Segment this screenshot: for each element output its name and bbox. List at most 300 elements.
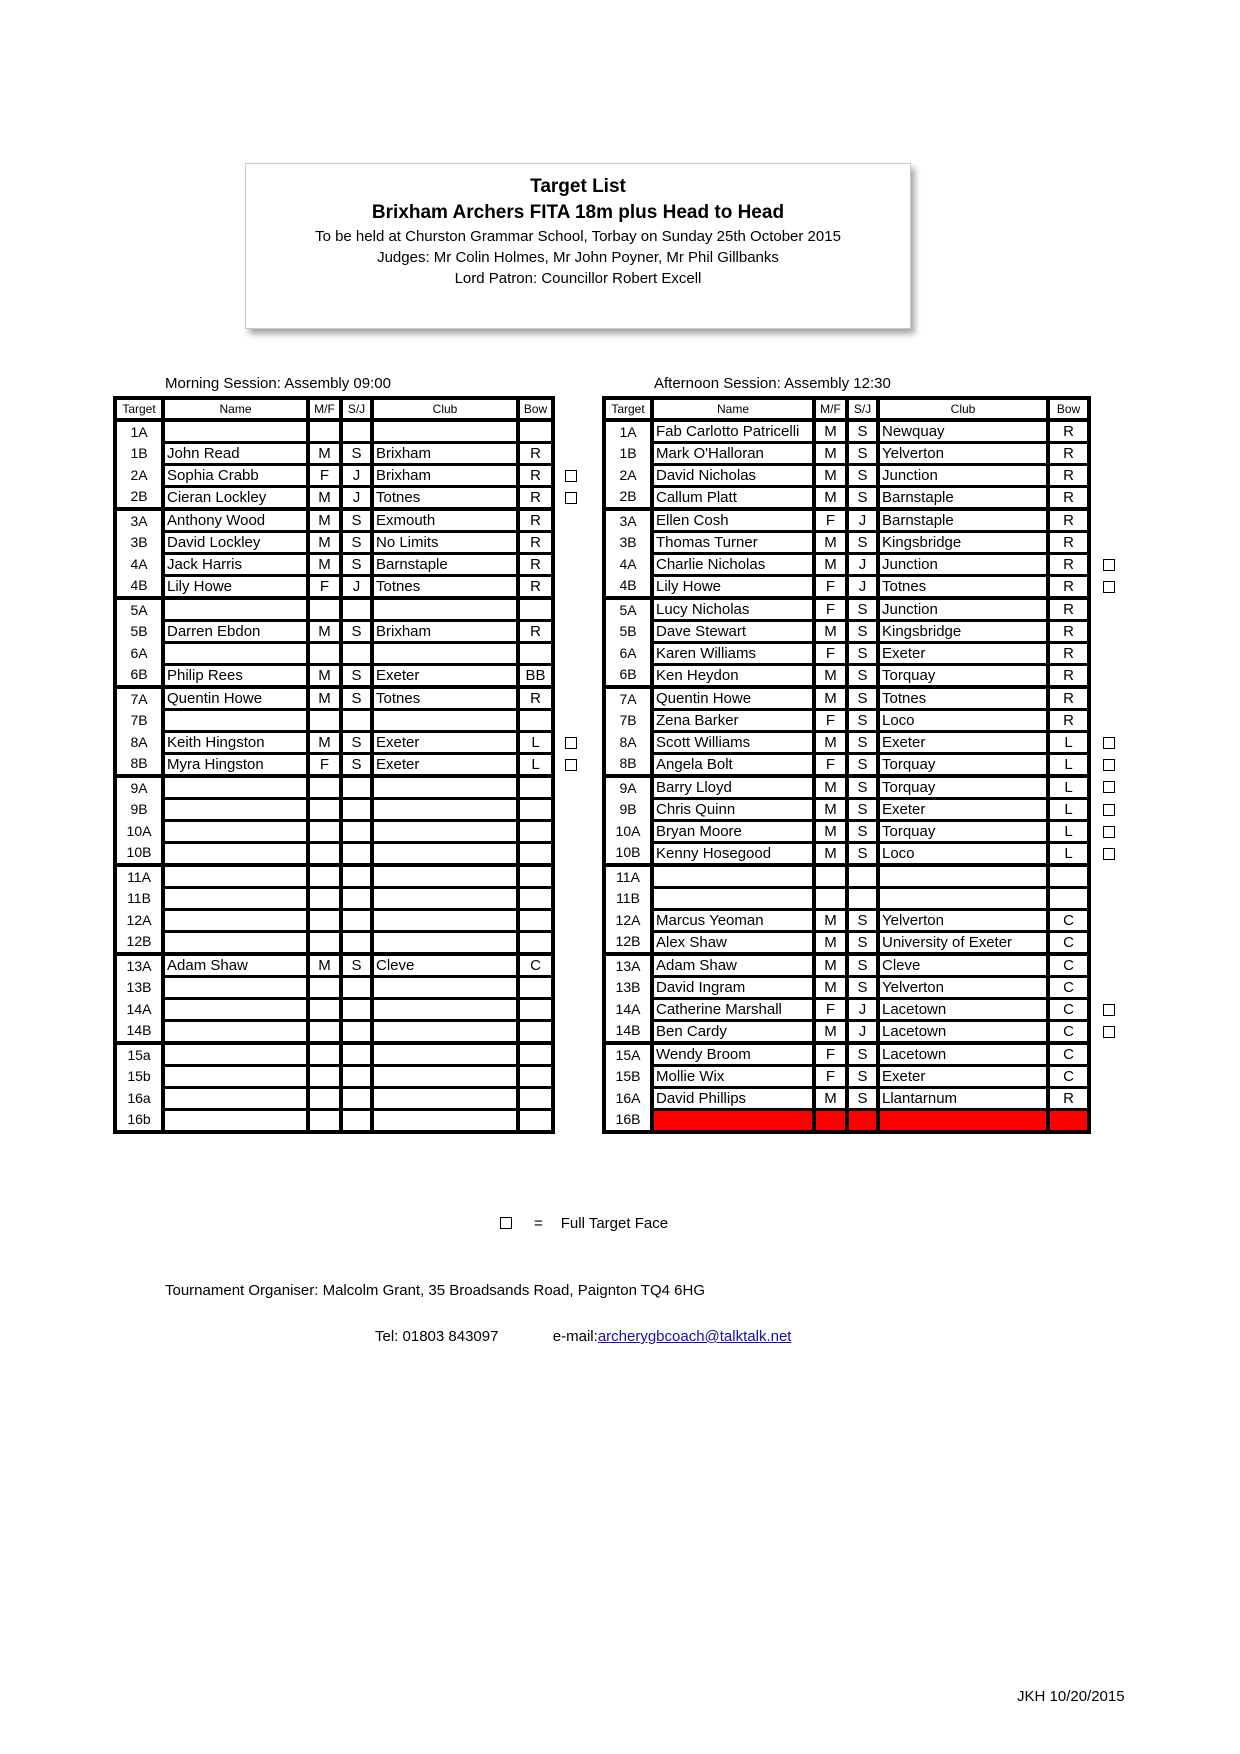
target-cell: 2B [130,488,148,505]
name-cell: Barry Lloyd [652,776,814,799]
gender-cell: F [814,509,847,532]
name-cell: Marcus Yeoman [652,910,814,932]
club-cell [372,910,518,932]
bow-cell [1048,1110,1089,1133]
target-cell: 11A [115,865,163,888]
age-category-cell: S [847,532,878,554]
gender-cell: M [814,843,847,866]
afternoon-target-table [602,396,1091,1134]
column-header: S/J [847,398,878,420]
full-face-icon [565,759,577,771]
age-category-cell: S [847,687,878,710]
contact-line [375,1328,791,1345]
target-cell: 11B [127,890,151,906]
age-category-cell: S [847,732,878,754]
column-header: Target [604,398,652,420]
table-row [115,776,553,799]
table-row [604,910,1089,932]
club-cell [372,1088,518,1110]
club-cell: Exeter [372,732,518,754]
name-cell [163,865,308,888]
target-cell: 10A [126,823,152,839]
table-row [115,576,553,599]
name-cell: Karen Williams [652,643,814,665]
club-cell: Torquay [878,754,1048,777]
bow-cell [518,1088,553,1110]
table-row [115,487,553,510]
club-cell: Lacetown [878,999,1048,1021]
bow-cell: L [1048,732,1089,754]
legend-equals: = [534,1215,543,1232]
bow-cell: L [1048,843,1089,866]
table-row [604,443,1089,465]
target-cell: 3B [619,534,637,550]
name-cell [163,1043,308,1066]
name-cell [163,932,308,955]
table-row [115,509,553,532]
bow-cell: R [1048,643,1089,665]
bow-cell: R [1048,665,1089,688]
gender-cell: M [308,687,341,710]
age-category-cell: J [847,554,878,576]
name-cell: Anthony Wood [163,509,308,532]
table-header-row [115,398,553,420]
target-cell: 9A [115,776,163,799]
target-cell: 11A [604,865,652,888]
club-cell [372,1043,518,1066]
table-row [115,1021,553,1044]
gender-cell: F [308,576,341,599]
club-cell: No Limits [372,532,518,554]
table-row [115,643,553,665]
bow-cell: C [1048,1043,1089,1066]
bow-cell [518,1110,553,1133]
name-cell: Thomas Turner [652,532,814,554]
age-category-cell: S [847,799,878,821]
name-cell: David Lockley [163,532,308,554]
gender-cell: M [308,554,341,576]
gender-cell: M [814,821,847,843]
age-category-cell [341,799,372,821]
table-row [604,932,1089,955]
gender-cell [308,843,341,866]
target-cell: 16B [615,1111,641,1128]
gender-cell [308,910,341,932]
target-cell: 4B [130,577,148,594]
table-row [604,465,1089,487]
table-row [115,910,553,932]
target-cell: 9B [130,801,148,817]
age-category-cell: S [847,754,878,777]
gender-cell [814,865,847,888]
target-cell: 2B [619,488,637,505]
bow-cell [518,932,553,955]
club-cell [372,799,518,821]
target-cell: 5A [604,598,652,621]
full-face-icon [1103,1004,1115,1016]
email-label: e-mail: [552,1328,598,1345]
patron-line: Lord Patron: Councillor Robert Excell [454,270,702,287]
age-category-cell [341,843,372,866]
age-category-cell: S [847,420,878,443]
gender-cell: F [814,710,847,732]
age-category-cell: S [847,910,878,932]
bow-cell [518,1021,553,1044]
gender-cell: F [814,598,847,621]
club-cell [372,888,518,910]
bow-cell [518,776,553,799]
target-cell: 14B [615,1022,641,1039]
table-row [115,799,553,821]
target-cell: 8A [130,734,148,750]
age-category-cell: S [847,621,878,643]
column-header: Club [878,398,1048,420]
target-cell: 16A [615,1090,641,1106]
gender-cell: M [814,687,847,710]
target-cell: 1A [619,423,637,440]
age-category-cell [341,999,372,1021]
target-cell: 15B [615,1068,641,1084]
club-cell: Brixham [372,465,518,487]
club-cell: Totnes [878,576,1048,599]
name-cell [652,865,814,888]
table-row [115,598,553,621]
club-cell: Cleve [372,954,518,977]
bow-cell: R [1048,465,1089,487]
footer-reference: JKH 10/20/2015 [1017,1688,1125,1705]
name-cell [163,910,308,932]
name-cell: Lily Howe [652,576,814,599]
bow-cell: R [1048,1088,1089,1110]
gender-cell: M [308,732,341,754]
bow-cell: R [518,509,553,532]
bow-cell: R [1048,598,1089,621]
table-row [115,1043,553,1066]
name-cell: Ben Cardy [652,1021,814,1044]
age-category-cell: J [341,487,372,510]
gender-cell: M [814,532,847,554]
bow-cell [518,910,553,932]
full-face-icon [565,492,577,504]
gender-cell: F [308,465,341,487]
target-cell: 10A [615,823,641,839]
club-cell: Yelverton [878,977,1048,999]
gender-cell: M [814,977,847,999]
bow-cell [1048,865,1089,888]
bow-cell: C [1048,932,1089,955]
gender-cell [308,1110,341,1133]
table-row [115,710,553,732]
club-cell [372,598,518,621]
bow-cell: R [1048,443,1089,465]
name-cell: Mark O'Halloran [652,443,814,465]
table-row [604,888,1089,910]
name-cell: Angela Bolt [652,754,814,777]
name-cell: Charlie Nicholas [652,554,814,576]
age-category-cell: S [847,643,878,665]
table-row [115,843,553,866]
name-cell: Ellen Cosh [652,509,814,532]
age-category-cell: S [341,754,372,777]
name-cell: Jack Harris [163,554,308,576]
full-face-box-icon [500,1217,512,1229]
club-cell: Exeter [878,732,1048,754]
name-cell: Scott Williams [652,732,814,754]
gender-cell [308,1043,341,1066]
bow-cell: BB [518,665,553,688]
full-face-icon [565,737,577,749]
bow-cell [518,999,553,1021]
club-cell [878,865,1048,888]
club-cell: Lacetown [878,1043,1048,1066]
bow-cell [518,799,553,821]
name-cell: Cieran Lockley [163,487,308,510]
bow-cell: R [1048,487,1089,510]
club-cell: Llantarnum [878,1088,1048,1110]
club-cell [372,999,518,1021]
age-category-cell: S [847,1066,878,1088]
target-cell: 16a [127,1090,151,1106]
table-row [604,754,1089,777]
gender-cell: F [814,1066,847,1088]
table-row [115,977,553,999]
age-category-cell [341,420,372,443]
name-cell [163,888,308,910]
organiser-line: Tournament Organiser: Malcolm Grant, 35 Broadsands Road, Paignton TQ4 6HG [165,1282,705,1299]
target-cell: 5B [619,623,637,639]
gender-cell: M [814,1021,847,1044]
name-cell: Quentin Howe [652,687,814,710]
name-cell: Darren Ebdon [163,621,308,643]
bow-cell: R [518,576,553,599]
target-cell: 13B [126,979,152,995]
bow-cell: R [518,687,553,710]
gender-cell: F [814,576,847,599]
column-header: Target [115,398,163,420]
bow-cell: L [1048,754,1089,777]
age-category-cell [341,1088,372,1110]
bow-cell [518,888,553,910]
club-cell [372,1021,518,1044]
bow-cell [518,1043,553,1066]
bow-cell [518,821,553,843]
name-cell [163,1110,308,1133]
age-category-cell: S [847,465,878,487]
gender-cell [308,888,341,910]
target-cell: 6A [130,645,148,661]
gender-cell [308,821,341,843]
bow-cell: C [518,954,553,977]
gender-cell: M [814,776,847,799]
bow-cell: R [1048,532,1089,554]
page-title: Target List [530,176,626,197]
club-cell: Junction [878,465,1048,487]
gender-cell: M [814,420,847,443]
table-row [604,776,1089,799]
bow-cell: R [1048,621,1089,643]
table-row [604,1043,1089,1066]
age-category-cell: S [847,665,878,688]
table-row [604,532,1089,554]
age-category-cell [341,932,372,955]
gender-cell: F [814,1043,847,1066]
bow-cell: R [1048,687,1089,710]
gender-cell [308,776,341,799]
club-cell: Totnes [372,687,518,710]
target-cell: 13B [615,979,641,995]
gender-cell: M [814,621,847,643]
club-cell: Exeter [878,643,1048,665]
age-category-cell [341,643,372,665]
age-category-cell [341,1043,372,1066]
name-cell [163,977,308,999]
name-cell [163,1021,308,1044]
full-face-icon [1103,759,1115,771]
name-cell [652,888,814,910]
name-cell: Alex Shaw [652,932,814,955]
target-cell: 14B [126,1022,152,1039]
table-row [604,643,1089,665]
table-row [604,999,1089,1021]
age-category-cell [341,888,372,910]
age-category-cell: S [341,621,372,643]
club-cell [878,1110,1048,1133]
club-cell: Junction [878,554,1048,576]
bow-cell: L [1048,799,1089,821]
target-cell: 12A [126,912,152,928]
gender-cell [308,1066,341,1088]
table-row [604,1110,1089,1133]
name-cell: Wendy Broom [652,1043,814,1066]
age-category-cell: S [847,776,878,799]
age-category-cell [341,710,372,732]
table-row [604,1021,1089,1044]
gender-cell: M [814,465,847,487]
bow-cell [518,643,553,665]
name-cell: David Nicholas [652,465,814,487]
full-face-icon [1103,781,1115,793]
full-face-icon [565,470,577,482]
table-row [604,977,1089,999]
name-cell: Quentin Howe [163,687,308,710]
name-cell: Myra Hingston [163,754,308,777]
club-cell: Kingsbridge [878,621,1048,643]
name-cell [163,1088,308,1110]
gender-cell [308,865,341,888]
table-row [604,420,1089,443]
name-cell: Zena Barker [652,710,814,732]
header-box [245,163,911,329]
name-cell [163,821,308,843]
bow-cell: R [518,621,553,643]
name-cell [163,420,308,443]
bow-cell: R [518,465,553,487]
gender-cell [308,643,341,665]
club-cell: Brixham [372,443,518,465]
age-category-cell: S [847,710,878,732]
target-cell: 2A [619,467,637,483]
age-category-cell [341,910,372,932]
age-category-cell: J [847,576,878,599]
club-cell [372,1110,518,1133]
afternoon-session-label: Afternoon Session: Assembly 12:30 [654,375,891,392]
club-cell [372,643,518,665]
name-cell: Callum Platt [652,487,814,510]
table-row [604,1066,1089,1088]
bow-cell: R [518,532,553,554]
gender-cell [308,598,341,621]
table-row [604,954,1089,977]
table-row [604,732,1089,754]
bow-cell: R [1048,576,1089,599]
table-row [115,554,553,576]
telephone: Tel: 01803 843097 [375,1328,499,1345]
target-cell: 3A [115,509,163,532]
club-cell: Kingsbridge [878,532,1048,554]
table-row [604,598,1089,621]
target-cell: 11B [616,890,640,906]
name-cell [163,1066,308,1088]
target-cell: 1A [130,423,148,440]
gender-cell [308,799,341,821]
age-category-cell: S [341,687,372,710]
target-cell: 15A [604,1043,652,1066]
club-cell: Loco [878,843,1048,866]
morning-target-table [113,396,555,1134]
table-row [115,687,553,710]
name-cell: Adam Shaw [652,954,814,977]
name-cell [163,776,308,799]
club-cell: Torquay [878,776,1048,799]
gender-cell: M [814,954,847,977]
age-category-cell [341,1110,372,1133]
email-link[interactable]: archerygbcoach@talktalk.net [597,1328,792,1345]
table-row [604,821,1089,843]
table-header-row [604,398,1089,420]
gender-cell [814,1110,847,1133]
name-cell [163,710,308,732]
age-category-cell: J [341,576,372,599]
target-cell: 14A [615,1001,641,1017]
target-cell: 16b [127,1111,151,1128]
name-cell: Lily Howe [163,576,308,599]
club-cell [372,977,518,999]
club-cell [372,821,518,843]
gender-cell [308,977,341,999]
age-category-cell: S [847,843,878,866]
name-cell [163,999,308,1021]
age-category-cell [341,1021,372,1044]
full-face-icon [1103,848,1115,860]
club-cell: Brixham [372,621,518,643]
age-category-cell: S [341,554,372,576]
gender-cell: M [814,1088,847,1110]
table-row [115,754,553,777]
gender-cell [308,420,341,443]
table-row [604,554,1089,576]
bow-cell: R [1048,710,1089,732]
club-cell: Junction [878,598,1048,621]
column-header: S/J [341,398,372,420]
age-category-cell: S [847,821,878,843]
target-cell: 10B [126,844,152,861]
gender-cell: M [308,621,341,643]
table-row [604,665,1089,688]
club-cell: Torquay [878,821,1048,843]
target-cell: 12B [126,933,152,950]
target-cell: 3A [604,509,652,532]
name-cell [163,643,308,665]
